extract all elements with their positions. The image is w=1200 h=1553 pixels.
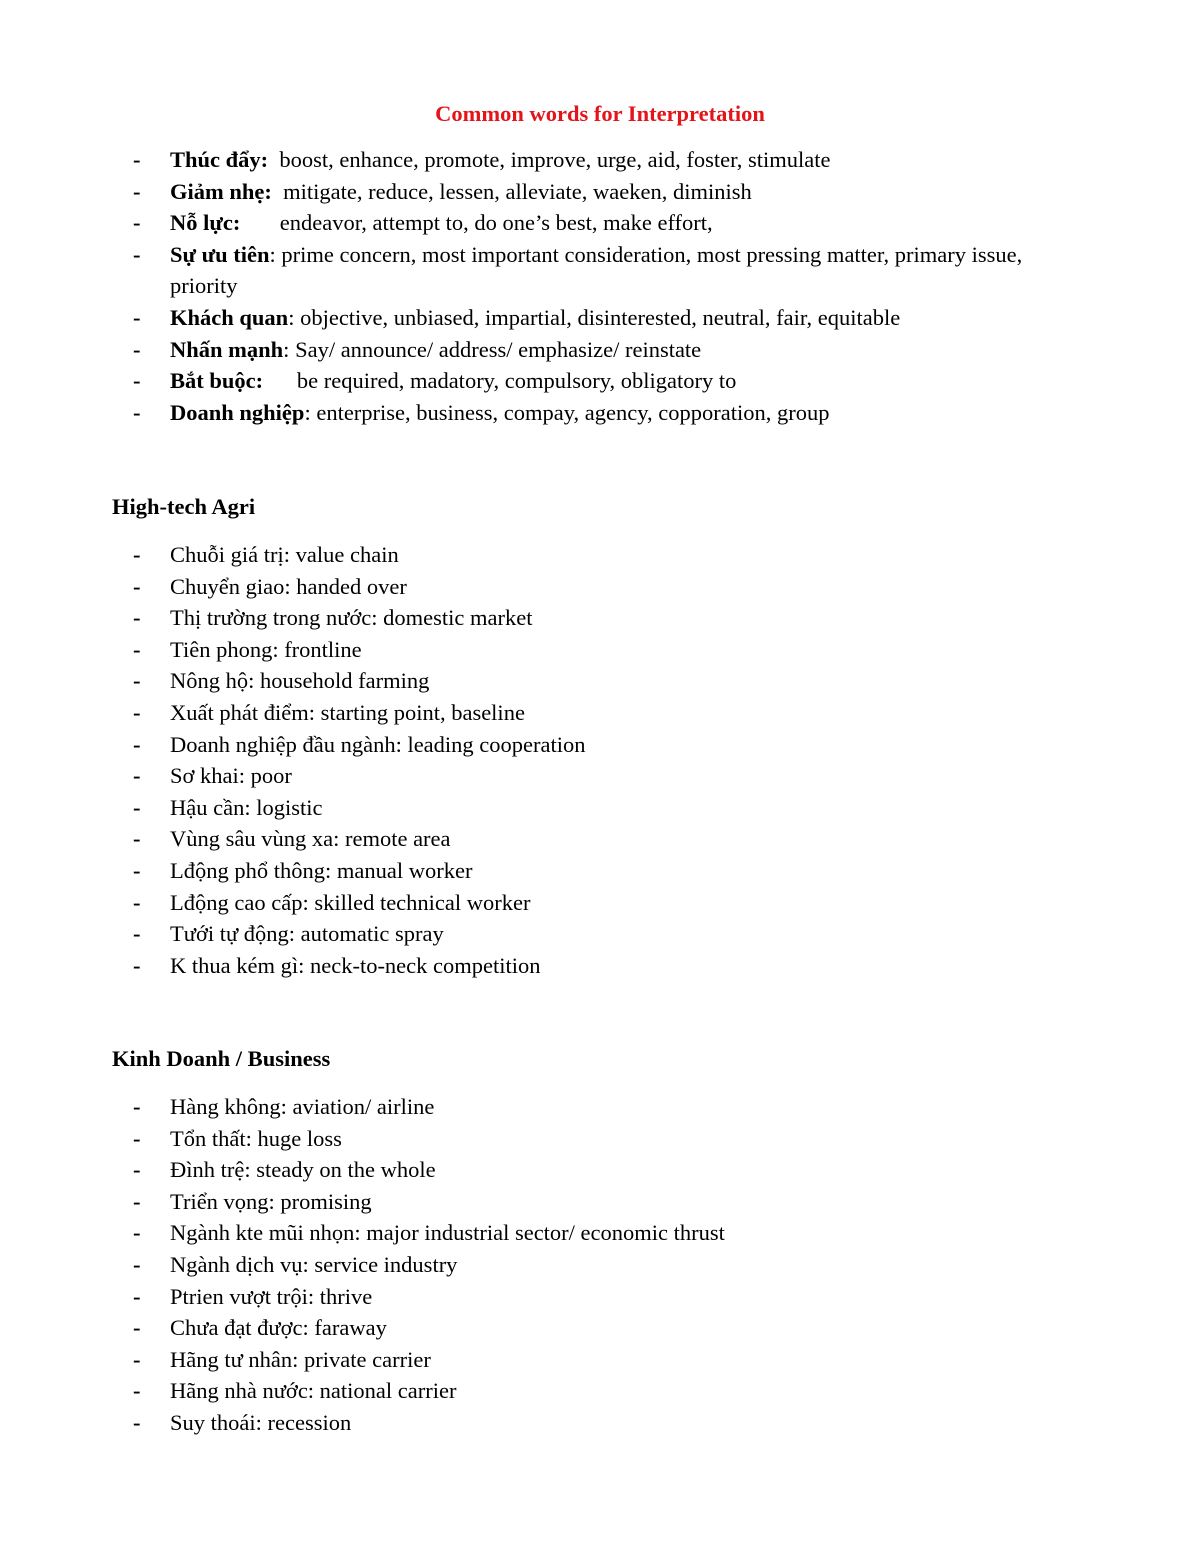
list-item-text: Ngành kte mũi nhọn: major industrial sector/ economic thrust <box>170 1220 725 1246</box>
list-item-text: Tổn thất: huge loss <box>170 1125 342 1151</box>
list-item-text: Doanh nghiệp đầu ngành: leading cooperation <box>170 731 586 757</box>
list-item <box>0 792 1200 824</box>
bullet-dash: - <box>133 668 141 694</box>
term-label: Giảm nhẹ: <box>170 178 272 204</box>
list-item <box>0 397 1200 429</box>
high-tech-agri-list <box>0 539 1200 981</box>
list-item <box>0 1375 1200 1407</box>
term-label: Nỗ lực: <box>170 210 241 236</box>
term-label: Khách quan <box>170 304 289 330</box>
list-item-text: Hàng không: aviation/ airline <box>170 1094 435 1119</box>
term-gap: : <box>304 399 317 425</box>
common-words-list <box>0 144 1200 428</box>
bullet-dash: - <box>133 1315 141 1341</box>
bullet-dash: - <box>133 178 141 204</box>
term-gap <box>240 210 279 235</box>
term-definition: Say/ announce/ address/ emphasize/ reinstate <box>295 336 702 362</box>
list-item <box>0 697 1200 729</box>
list-item-text: Hãng nhà nước: national carrier <box>170 1378 457 1404</box>
list-item <box>0 1344 1200 1376</box>
bullet-dash: - <box>133 336 141 362</box>
list-item-text: Thị trường trong nước: domestic market <box>170 605 533 631</box>
bullet-dash: - <box>133 304 141 330</box>
list-item <box>0 539 1200 571</box>
list-item <box>0 334 1200 366</box>
bullet-dash: - <box>133 1157 141 1183</box>
term-definition: objective, unbiased, impartial, disinterested, neutral, fair, equitable <box>300 304 901 330</box>
list-item <box>0 571 1200 603</box>
bullet-dash: - <box>133 368 141 394</box>
list-item-text: Triển vọng: promising <box>170 1188 372 1214</box>
bullet-dash: - <box>133 1220 141 1246</box>
list-item <box>0 760 1200 792</box>
list-item <box>0 1123 1200 1155</box>
list-item-text: Tiên phong: frontline <box>170 636 362 662</box>
list-item <box>0 634 1200 666</box>
list-item-text: Chuyển giao: handed over <box>170 573 407 599</box>
term-gap <box>268 147 279 172</box>
term-definition: enterprise, business, compay, agency, copporation, group <box>316 399 830 425</box>
section-heading-business: Kinh Doanh / Business <box>112 1046 331 1071</box>
business-list <box>0 1091 1200 1439</box>
bullet-dash: - <box>133 826 141 852</box>
section-heading-high-tech-agri: High-tech Agri <box>112 494 256 519</box>
term-definition: endeavor, attempt to, do one’s best, make effort, <box>279 210 713 236</box>
bullet-dash: - <box>133 794 141 820</box>
list-item <box>0 855 1200 887</box>
bullet-dash: - <box>133 605 141 631</box>
list-item <box>0 1154 1200 1186</box>
bullet-dash: - <box>133 857 141 883</box>
list-item-text: Suy thoái: recession <box>170 1409 352 1435</box>
list-item <box>0 1091 1200 1123</box>
bullet-dash: - <box>133 1188 141 1214</box>
bullet-dash: - <box>133 1283 141 1309</box>
bullet-dash: - <box>133 147 141 172</box>
list-item-text: Xuất phát điểm: starting point, baseline <box>170 699 525 725</box>
bullet-dash: - <box>133 1125 141 1151</box>
bullet-dash: - <box>133 921 141 947</box>
bullet-dash: - <box>133 636 141 662</box>
term-label: Thúc đẩy: <box>170 147 269 172</box>
list-item <box>0 302 1200 334</box>
list-item <box>0 950 1200 982</box>
bullet-dash: - <box>133 952 141 978</box>
list-item <box>0 1407 1200 1439</box>
list-item-text: Tưới tự động: automatic spray <box>170 921 444 947</box>
bullet-dash: - <box>133 1378 141 1404</box>
list-item <box>0 1186 1200 1218</box>
bullet-dash: - <box>133 1251 141 1277</box>
list-item <box>0 729 1200 761</box>
list-item <box>0 1217 1200 1249</box>
term-definition: boost, enhance, promote, improve, urge, aid, foster, stimulate <box>279 147 831 172</box>
bullet-dash: - <box>133 399 141 425</box>
list-item-text: Hậu cần: logistic <box>170 794 323 820</box>
list-item-text: Chưa đạt được: faraway <box>170 1315 387 1341</box>
term-definition: prime concern, most important consideration, most pressing matter, primary issue, priority <box>170 241 1023 299</box>
list-item <box>0 918 1200 950</box>
bullet-dash: - <box>133 241 141 267</box>
term-gap <box>272 179 283 204</box>
list-item-text: K thua kém gì: neck-to-neck competition <box>170 952 541 978</box>
list-item <box>0 665 1200 697</box>
list-item <box>0 176 1200 208</box>
bullet-dash: - <box>133 889 141 915</box>
list-item-text: Vùng sâu vùng xa: remote area <box>170 826 451 852</box>
document-title: Common words for Interpretation <box>435 101 765 126</box>
list-item-text: Hãng tư nhân: private carrier <box>170 1346 431 1372</box>
list-item <box>0 887 1200 919</box>
term-definition: mitigate, reduce, lessen, alleviate, waeken, diminish <box>283 178 752 204</box>
bullet-dash: - <box>133 1409 141 1435</box>
bullet-dash: - <box>133 210 141 236</box>
term-gap: : <box>288 304 301 330</box>
list-item <box>0 365 1200 397</box>
list-item <box>0 1312 1200 1344</box>
list-item <box>0 1249 1200 1281</box>
bullet-dash: - <box>133 542 141 567</box>
bullet-dash: - <box>133 731 141 757</box>
term-gap: : <box>283 336 296 362</box>
list-item-text: Đình trệ: steady on the whole <box>170 1157 436 1183</box>
bullet-dash: - <box>133 1346 141 1372</box>
list-item-text: Ngành dịch vụ: service industry <box>170 1251 458 1277</box>
bullet-dash: - <box>133 763 141 789</box>
list-item-text: Nông hộ: household farming <box>170 668 430 694</box>
term-label: Doanh nghiệp <box>170 399 305 425</box>
list-item <box>0 144 1200 176</box>
term-gap: : <box>269 241 282 267</box>
list-item-text: Ptrien vượt trội: thrive <box>170 1283 373 1309</box>
list-item-text: Lđộng phổ thông: manual worker <box>170 857 473 883</box>
term-label: Sự ưu tiên <box>170 241 270 267</box>
term-label: Nhấn mạnh <box>170 336 284 362</box>
list-item-text: Lđộng cao cấp: skilled technical worker <box>170 889 531 915</box>
list-item-text: Sơ khai: poor <box>170 763 292 789</box>
list-item <box>0 602 1200 634</box>
bullet-dash: - <box>133 573 141 599</box>
bullet-dash: - <box>133 699 141 725</box>
term-gap <box>263 368 297 393</box>
bullet-dash: - <box>133 1094 141 1119</box>
list-item <box>0 823 1200 855</box>
list-item <box>0 1281 1200 1313</box>
term-definition: be required, madatory, compulsory, obligatory to <box>296 368 737 394</box>
list-item <box>0 207 1200 239</box>
list-item-text: Chuỗi giá trị: value chain <box>170 542 399 567</box>
list-item <box>0 239 1200 302</box>
term-label: Bắt buộc: <box>170 368 264 394</box>
